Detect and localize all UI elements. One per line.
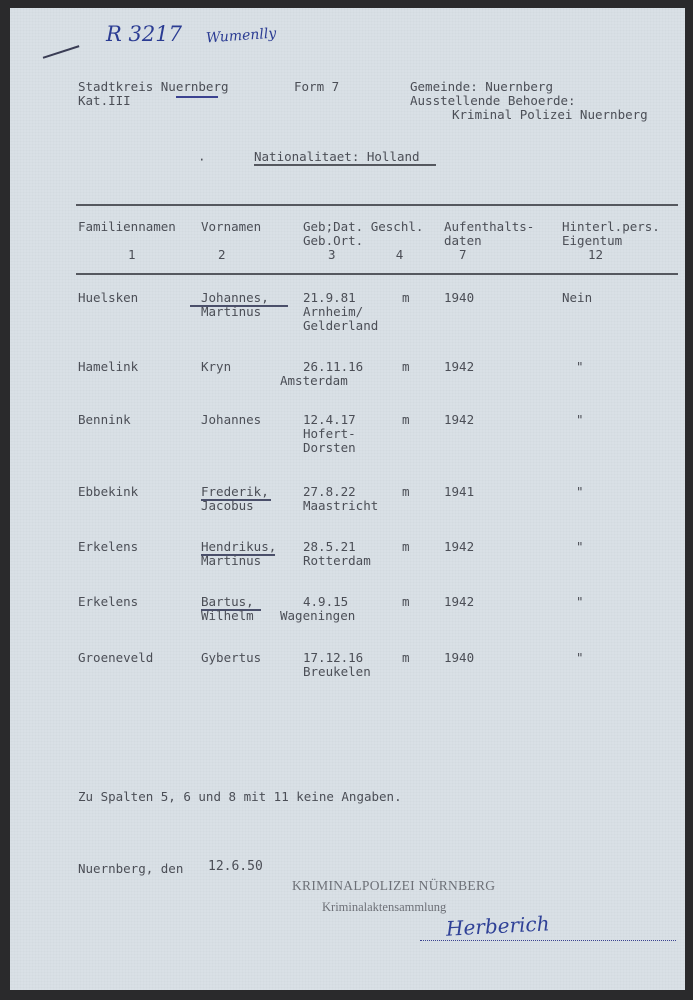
col-number-7: 7 (459, 247, 467, 262)
table-header-rule (76, 273, 678, 275)
table-row-year: 1942 (444, 412, 475, 427)
document-page (10, 8, 685, 990)
table-row-place: Rotterdam (303, 553, 371, 568)
table-row-surname: Hamelink (78, 359, 139, 374)
table-row-property: Nein (562, 290, 593, 305)
table-row-given: Frederik, (201, 484, 269, 499)
table-row-year: 1941 (444, 484, 475, 499)
signature-line (420, 940, 676, 941)
table-row-date: 27.8.22 (303, 484, 356, 499)
table-row-property: " (576, 650, 584, 665)
table-row-property: " (576, 359, 584, 374)
table-row-sex: m (402, 594, 410, 609)
table-row-year: 1942 (444, 539, 475, 554)
table-row-property: " (576, 412, 584, 427)
col-number-2: 2 (218, 247, 226, 262)
table-row-property: " (576, 484, 584, 499)
col-header-given-names: Vornamen (201, 219, 262, 234)
table-row-surname: Erkelens (78, 594, 139, 609)
pen-mark (43, 45, 80, 58)
table-row-date: 21.9.81 (303, 290, 356, 305)
table-row-sex: m (402, 539, 410, 554)
issuing-authority-name: Kriminal Polizei Nuernberg (452, 107, 648, 122)
table-row-sex: m (402, 290, 410, 305)
col-number-12: 12 (588, 247, 604, 262)
table-row-place-2: Gelderland (303, 318, 379, 333)
table-row-given: Gybertus (201, 650, 262, 665)
place-date-label: Nuernberg, den (78, 861, 184, 876)
reference-number: R 3217 (106, 22, 182, 46)
table-row-sex: m (402, 359, 410, 374)
col-header-residence-2: daten (444, 233, 482, 248)
table-row-sex: m (402, 484, 410, 499)
table-row-year: 1942 (444, 594, 475, 609)
table-row-given-2: Jacobus (201, 498, 254, 513)
district-label: Stadtkreis Nuernberg (78, 79, 229, 94)
table-row-year: 1940 (444, 290, 475, 305)
table-row-place: Maastricht (303, 498, 379, 513)
table-row-surname: Bennink (78, 412, 131, 427)
table-top-rule (76, 204, 678, 206)
footer-note: Zu Spalten 5, 6 und 8 mit 11 keine Angaben. (78, 789, 402, 804)
col-header-birth: Geb;Dat. Geschl. (303, 219, 424, 234)
table-row-given-2: Wilhelm (201, 608, 254, 623)
table-row-given: Johannes (201, 412, 262, 427)
date-stamp: 12.6.50 (208, 859, 263, 874)
signature: Herberich (445, 911, 551, 941)
category-label: Kat.III (78, 93, 131, 108)
table-row-date: 4.9.15 (303, 594, 349, 609)
col-header-property-2: Eigentum (562, 233, 623, 248)
table-row-date: 28.5.21 (303, 539, 356, 554)
table-row-given-2: Martinus (201, 304, 262, 319)
col-number-3-4: 3 4 (328, 247, 404, 262)
police-stamp-title: KRIMINALPOLIZEI NÜRNBERG (292, 878, 496, 893)
col-number-1: 1 (128, 247, 136, 262)
table-row-given: Hendrikus, (201, 539, 277, 554)
col-header-surname: Familiennamen (78, 219, 176, 234)
municipality-label: Gemeinde: Nuernberg (410, 79, 553, 94)
table-row-date: 12.4.17 (303, 412, 356, 427)
issuing-authority-label: Ausstellende Behoerde: (410, 93, 576, 108)
table-row-place-2: Dorsten (303, 440, 356, 455)
table-row-place: Hofert- (303, 426, 356, 441)
col-header-birthplace: Geb.Ort. (303, 233, 364, 248)
police-stamp-subtitle: Kriminalaktensammlung (322, 900, 447, 914)
table-row-date: 26.11.16 (303, 359, 364, 374)
table-row-year: 1940 (444, 650, 475, 665)
table-row-given: Kryn (201, 359, 232, 374)
table-row-surname: Huelsken (78, 290, 139, 305)
table-row-date: 17.12.16 (303, 650, 364, 665)
table-row-surname: Ebbekink (78, 484, 139, 499)
table-row-property: " (576, 539, 584, 554)
dot-mark: · (198, 152, 206, 167)
table-row-year: 1942 (444, 359, 475, 374)
table-row-given-2: Martinus (201, 553, 262, 568)
table-row-place: Wageningen (280, 608, 356, 623)
table-row-property: " (576, 594, 584, 609)
table-row-given: Bartus, (201, 594, 254, 609)
district-underline (176, 96, 218, 98)
table-row-surname: Groeneveld (78, 650, 154, 665)
table-row-place: Arnheim/ (303, 304, 364, 319)
table-row-place: Amsterdam (280, 373, 348, 388)
col-header-residence: Aufenthalts- (444, 219, 535, 234)
nationality-underline (254, 164, 436, 166)
table-row-given: Johannes, (201, 290, 269, 305)
col-header-property: Hinterl.pers. (562, 219, 660, 234)
table-row-sex: m (402, 412, 410, 427)
table-row-place: Breukelen (303, 664, 371, 679)
nationality-title: Nationalitaet: Holland (254, 149, 420, 164)
handwritten-scribble: Wumenlly (205, 25, 277, 47)
table-row-sex: m (402, 650, 410, 665)
table-row-surname: Erkelens (78, 539, 139, 554)
form-label: Form 7 (294, 79, 340, 94)
